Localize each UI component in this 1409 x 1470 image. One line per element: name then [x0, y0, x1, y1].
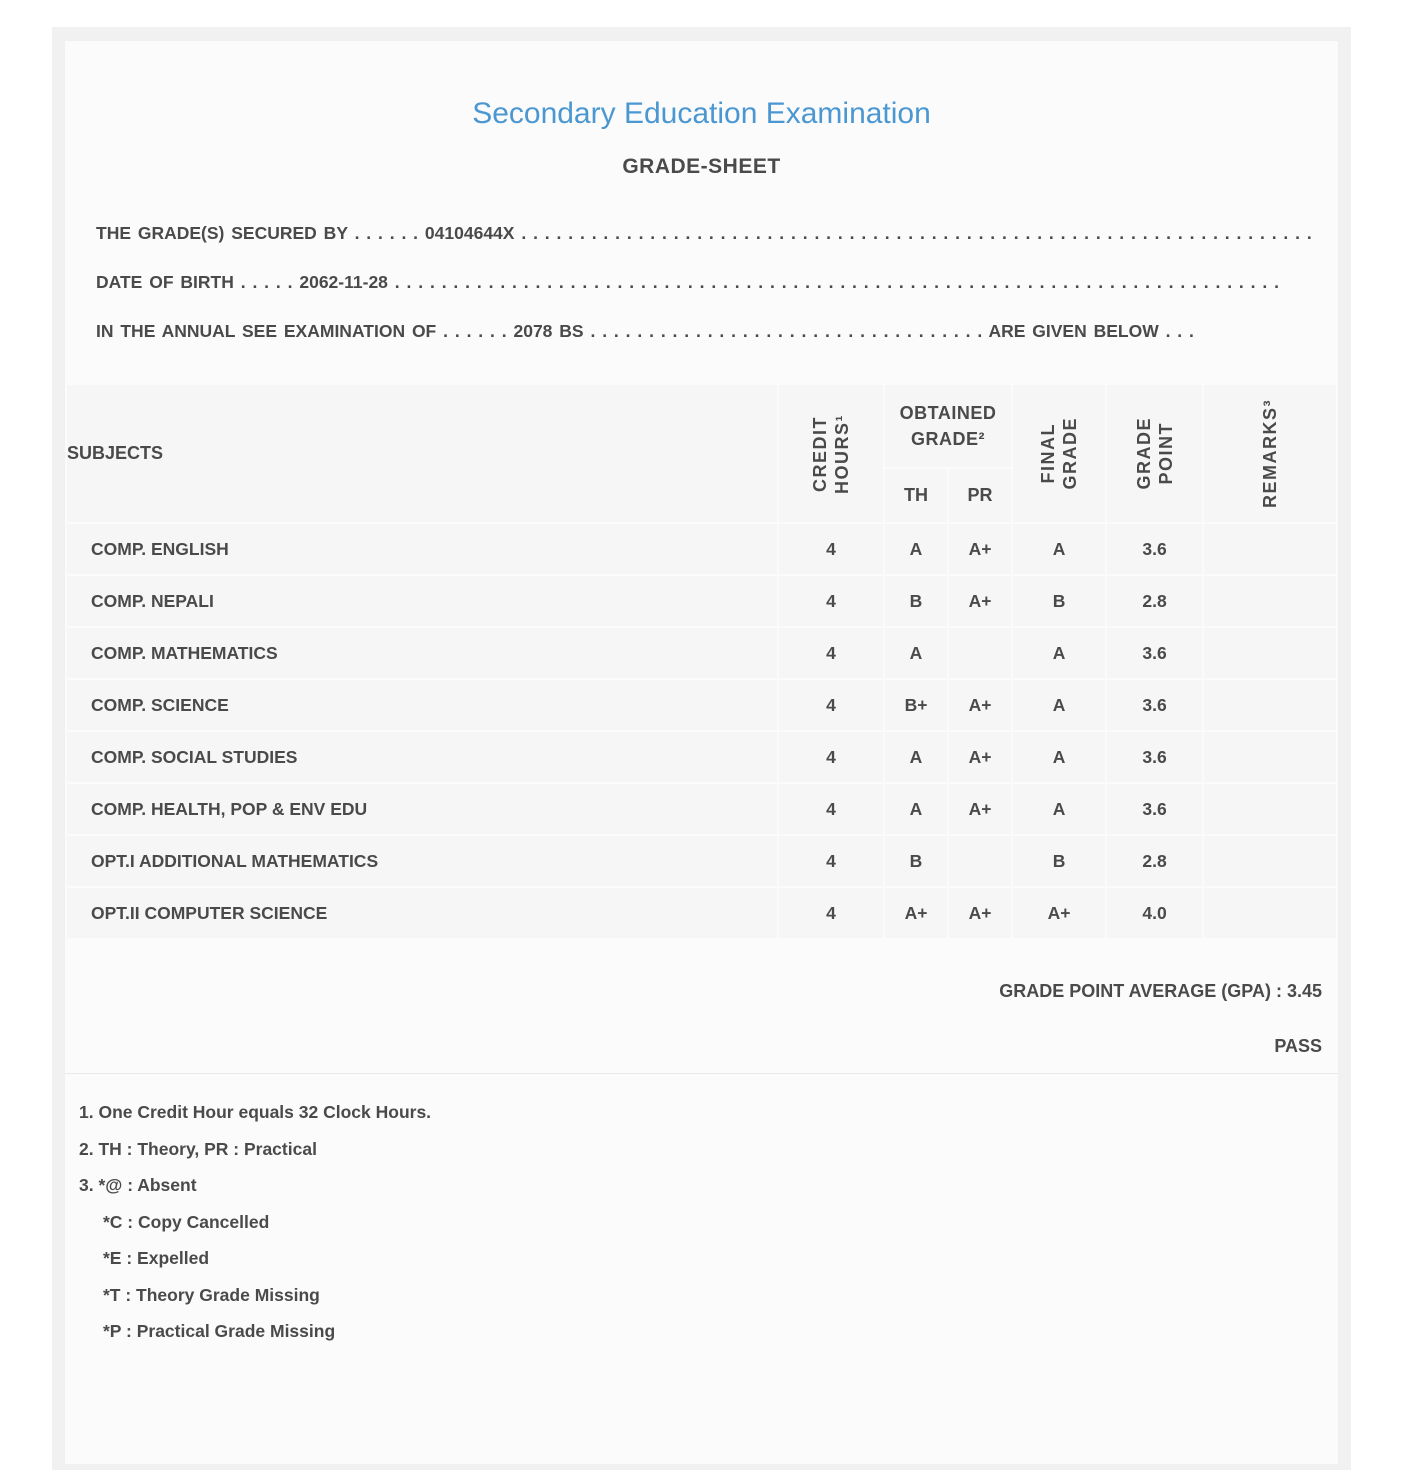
remarks-cell	[1204, 576, 1336, 626]
grade-point-cell: 2.8	[1107, 836, 1202, 886]
table-row	[67, 784, 1336, 834]
theory-grade-cell: B+	[885, 680, 947, 730]
theory-grade-cell: A	[885, 628, 947, 678]
grade-point-cell: 4.0	[1107, 888, 1202, 938]
column-header-remarks: REMARKS³	[1204, 385, 1336, 522]
remarks-cell	[1204, 888, 1336, 938]
subject-cell: COMP. HEALTH, POP & ENV EDU	[67, 784, 777, 834]
practical-grade-cell	[949, 628, 1011, 678]
column-header-subjects: SUBJECTS	[67, 385, 777, 522]
theory-grade-cell: A	[885, 784, 947, 834]
grade-point-cell: 3.6	[1107, 524, 1202, 574]
remarks-cell	[1204, 836, 1336, 886]
remarks-cell	[1204, 680, 1336, 730]
grade-point-cell: 3.6	[1107, 732, 1202, 782]
column-header-grade-point: GRADE POINT	[1107, 385, 1202, 522]
grade-point-cell: 2.8	[1107, 576, 1202, 626]
column-header-credit-hours: CREDIT HOURS¹	[779, 385, 883, 522]
gpa-label: GRADE POINT AVERAGE (GPA)	[999, 981, 1271, 1001]
credit-hours-cell: 4	[779, 836, 883, 886]
final-grade-cell: A+	[1013, 888, 1105, 938]
credit-hours-cell: 4	[779, 680, 883, 730]
table-row	[67, 732, 1336, 782]
footnote-th-pr: 2. TH : Theory, PR : Practical	[79, 1138, 317, 1159]
statement-examination-year	[79, 313, 1324, 349]
result-status: PASS	[1274, 1036, 1322, 1056]
credit-hours-cell: 4	[779, 576, 883, 626]
statement-date-of-birth	[79, 264, 1324, 300]
final-grade-cell: A	[1013, 628, 1105, 678]
page-title: Secondary Education Examination	[472, 97, 931, 130]
table-row	[67, 628, 1336, 678]
statement-label: THE GRADE(S) SECURED BY	[96, 223, 348, 243]
final-grade-cell: A	[1013, 524, 1105, 574]
grade-point-cell: 3.6	[1107, 628, 1202, 678]
grade-sheet-card	[64, 40, 1339, 1465]
final-grade-cell: B	[1013, 836, 1105, 886]
theory-grade-cell: A	[885, 524, 947, 574]
final-grade-cell: B	[1013, 576, 1105, 626]
credit-hours-cell: 4	[779, 732, 883, 782]
theory-grade-cell: A	[885, 732, 947, 782]
subject-cell: COMP. MATHEMATICS	[67, 628, 777, 678]
table-row	[67, 576, 1336, 626]
practical-grade-cell: A+	[949, 524, 1011, 574]
subject-cell: COMP. ENGLISH	[67, 524, 777, 574]
dotted-leader: . . . . .	[240, 272, 293, 292]
footnote-credit-hour: 1. One Credit Hour equals 32 Clock Hours.	[79, 1102, 432, 1122]
footnotes-block	[65, 1074, 1338, 1350]
summary-block	[65, 940, 1338, 1074]
table-row	[67, 836, 1336, 886]
theory-grade-cell: B	[885, 576, 947, 626]
dotted-leader: . . . . . . . . . . . . . . . . . . . . . . . . . . . . . . . . . . . . . . . . . . . . . . . . . . . . . . . . . . . . . . . . . . . . . . . . . . . .	[394, 272, 1279, 292]
dotted-leader: . . . . . . . . . . . . . . . . . . . . . . . . . . . . . . . . . .	[590, 321, 983, 341]
practical-grade-cell	[949, 836, 1011, 886]
credit-hours-cell: 4	[779, 888, 883, 938]
dotted-leader: . . . . . . . . . . . . . . . . . . . . . . . . . . . . . . . . . . . . . . . . . . . . . . . . . . . . . . . . . . . . . . . . . . . .	[521, 223, 1312, 243]
statements-block	[65, 215, 1338, 349]
column-header-practical: PR	[949, 469, 1011, 522]
practical-grade-cell: A+	[949, 680, 1011, 730]
statement-label: DATE OF BIRTH	[96, 272, 234, 292]
gpa-line	[81, 980, 1322, 1002]
practical-grade-cell: A+	[949, 576, 1011, 626]
credit-hours-cell: 4	[779, 628, 883, 678]
table-row	[67, 524, 1336, 574]
grade-point-cell: 3.6	[1107, 680, 1202, 730]
credit-hours-cell: 4	[779, 524, 883, 574]
column-header-theory: TH	[885, 469, 947, 522]
remarks-cell	[1204, 524, 1336, 574]
dotted-leader: . . . . . .	[354, 223, 419, 243]
footnote-copy-cancelled: *C : Copy Cancelled	[103, 1211, 270, 1232]
remarks-cell	[1204, 628, 1336, 678]
statement-suffix: ARE GIVEN BELOW . . .	[988, 321, 1194, 341]
date-of-birth-value: 2062-11-28	[299, 272, 388, 292]
subject-cell: COMP. SOCIAL STUDIES	[67, 732, 777, 782]
practical-grade-cell: A+	[949, 784, 1011, 834]
theory-grade-cell: B	[885, 836, 947, 886]
final-grade-cell: A	[1013, 680, 1105, 730]
dotted-leader: . . . . . .	[443, 321, 507, 341]
examination-year-value: 2078 BS	[513, 321, 584, 341]
final-grade-cell: A	[1013, 784, 1105, 834]
candidate-symbol-number: 04104644X	[424, 223, 515, 243]
grades-table	[65, 383, 1338, 940]
statement-grades-secured-by	[79, 215, 1324, 251]
grade-point-cell: 3.6	[1107, 784, 1202, 834]
table-row	[67, 680, 1336, 730]
remarks-cell	[1204, 732, 1336, 782]
footnote-theory-missing: *T : Theory Grade Missing	[103, 1284, 320, 1305]
column-header-final-grade: FINAL GRADE	[1013, 385, 1105, 522]
remarks-cell	[1204, 784, 1336, 834]
footnote-absent: 3. *@ : Absent	[79, 1175, 197, 1195]
grade-sheet-subtitle: GRADE-SHEET	[622, 155, 781, 178]
practical-grade-cell: A+	[949, 888, 1011, 938]
credit-hours-cell: 4	[779, 784, 883, 834]
footnote-practical-missing: *P : Practical Grade Missing	[103, 1321, 336, 1341]
subject-cell: OPT.I ADDITIONAL MATHEMATICS	[67, 836, 777, 886]
statement-label: IN THE ANNUAL SEE EXAMINATION OF	[96, 321, 437, 341]
theory-grade-cell: A+	[885, 888, 947, 938]
subject-cell: COMP. NEPALI	[67, 576, 777, 626]
gpa-separator: :	[1270, 981, 1287, 1001]
practical-grade-cell: A+	[949, 732, 1011, 782]
gpa-value: 3.45	[1286, 981, 1322, 1001]
footnote-expelled: *E : Expelled	[103, 1248, 210, 1268]
column-header-obtained-grade: OBTAINED GRADE²	[885, 385, 1011, 467]
final-grade-cell: A	[1013, 732, 1105, 782]
subject-cell: COMP. SCIENCE	[67, 680, 777, 730]
table-row	[67, 888, 1336, 938]
subject-cell: OPT.II COMPUTER SCIENCE	[67, 888, 777, 938]
